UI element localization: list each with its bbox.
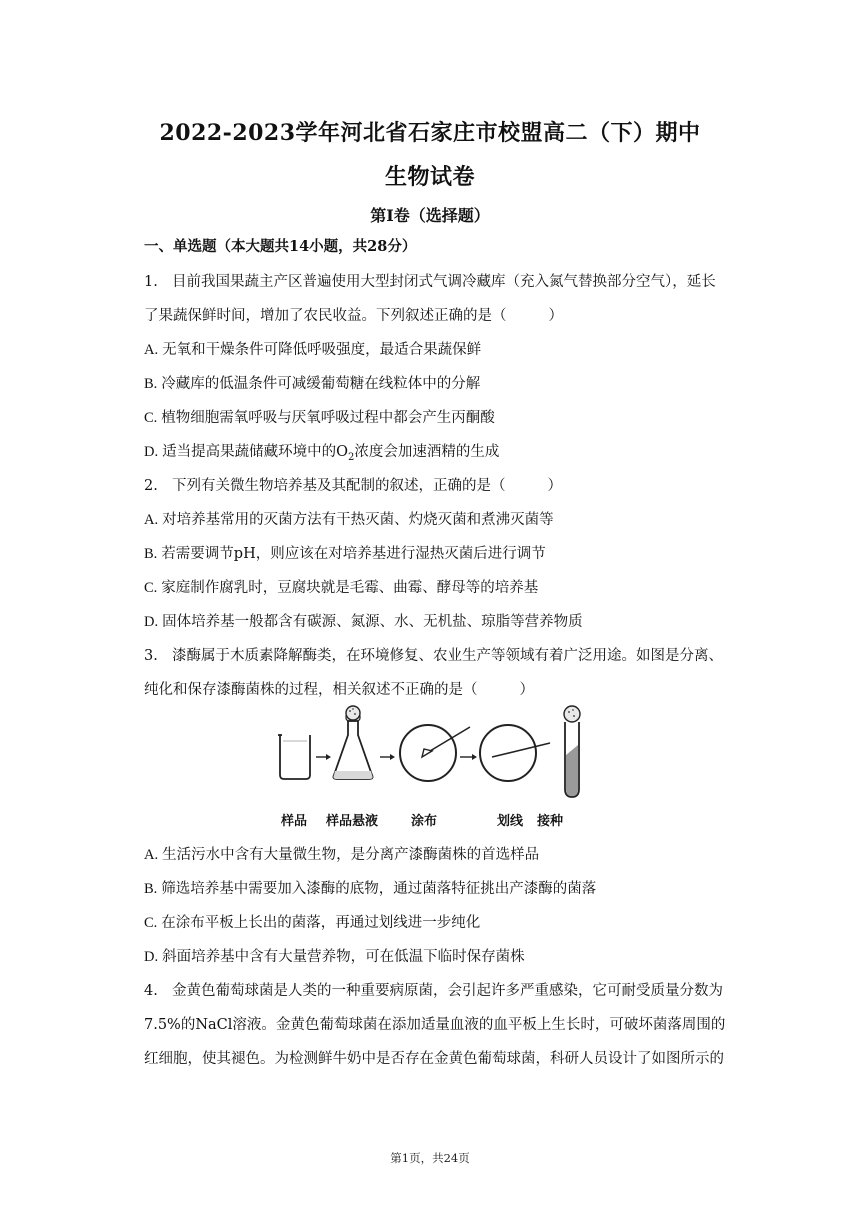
question-text: 纯化和保存漆酶菌株的过程，相关叙述不正确的是（ [144,682,478,698]
arrow-icon [316,754,331,760]
question-1-stem-line2 [144,304,748,325]
question-3-option-d: D. 斜面培养基中含有大量营养物，可在低温下临时保存菌株 [144,949,525,965]
question-text: 漆酶属于木质素降解酶类，在环境修复、农业生产等领域有着广泛用途。如图是分离、 [172,648,723,664]
question-1-option-a: A. 无氧和干燥条件可降低呼吸强度，最适合果蔬保鲜 [144,342,482,358]
question-text: 目前我国果蔬主产区普遍使用大型封闭式气调冷藏库（充入氮气替换部分空气），延长 [172,274,716,290]
question-2-stem [144,474,748,495]
figure-label: 接种 [537,814,564,829]
question-3-option-a: A. 生活污水中含有大量微生物，是分离产漆酶菌株的首选样品 [144,847,540,863]
question-1-option-d: D. 适当提高果蔬储藏环境中的$O_2$浓度会加速酒精的生成 [144,444,500,463]
figure-label: 涂布 [411,814,438,829]
slant-tube-icon [564,706,580,797]
spread-plate-icon [400,725,470,781]
question-3-stem-line2 [144,678,748,699]
arrow-icon [380,754,395,760]
question-1-option-b: B. 冷藏库的低温条件可减缓葡萄糖在线粒体中的分解 [144,376,481,392]
figure-label: 样品悬液 [326,814,379,829]
section-heading: 一、单选题（本大题共14小题，共28分） [144,238,417,255]
question-4-stem-line3: 红细胞，使其褪色。为检测鲜牛奶中是否存在金黄色葡萄球菌，科研人员设计了如图所示的 [144,1051,724,1067]
streak-plate-icon [480,725,550,781]
question-3-option-c: C. 在涂布平板上长出的菌落，再通过划线进一步纯化 [144,915,481,931]
question-number: 4. [144,983,158,999]
question-3-stem-line1 [144,644,748,665]
page-footer: 第1页，共24页 [390,1151,470,1165]
question-2-option-c: C. 家庭制作腐乳时，豆腐块就是毛霉、曲霉、酵母等的培养基 [144,580,539,596]
question-number: 2. [144,478,158,494]
answer-paren: ） [548,308,563,324]
question-number: 3. [144,648,158,664]
flask-icon [333,706,372,779]
question-text: 了果蔬保鲜时间，增加了农民收益。下列叙述正确的是（ [144,308,507,324]
question-number: 1. [144,274,158,290]
figure-labels [0,810,860,830]
question-4-stem-line1 [144,979,748,1000]
figure-label: 样品 [281,814,308,829]
question-2-option-b: B. 若需要调节pH，则应该在对培养基进行湿热灭菌后进行调节 [144,546,546,562]
sample-beaker-icon [278,735,310,779]
volume-heading: 第I卷（选择题） [370,206,490,225]
question-3-option-b: B. 筛选培养基中需要加入漆酶的底物，通过菌落特征挑出产漆酶的菌落 [144,881,597,897]
paper-title: 2022-2023学年河北省石家庄市校盟高二（下）期中 [159,120,701,146]
answer-paren: ） [547,478,562,494]
answer-paren: ） [519,682,534,698]
question-2-option-d: D. 固体培养基一般都含有碳源、氮源、水、无机盐、琼脂等营养物质 [144,614,583,630]
figure-label: 划线 [497,814,524,829]
question-2-option-a: A. 对培养基常用的灭菌方法有干热灭菌、灼烧灭菌和煮沸灭菌等 [144,512,554,528]
paper-subtitle: 生物试卷 [384,164,475,190]
question-1-option-c: C. 植物细胞需氧呼吸与厌氧呼吸过程中都会产生丙酮酸 [144,410,495,426]
question-text: 下列有关微生物培养基及其配制的叙述，正确的是（ [172,478,506,494]
arrow-icon [460,754,477,760]
strain-isolation-figure [270,705,590,805]
question-4-stem-line2: 7.5%的NaCl溶液。金黄色葡萄球菌在添加适量血液的血平板上生长时，可破坏菌落周围的 [144,1017,726,1033]
question-text: 金黄色葡萄球菌是人类的一种重要病原菌，会引起许多严重感染，它可耐受质量分数为 [172,983,723,999]
question-1-stem-line1 [144,270,748,291]
